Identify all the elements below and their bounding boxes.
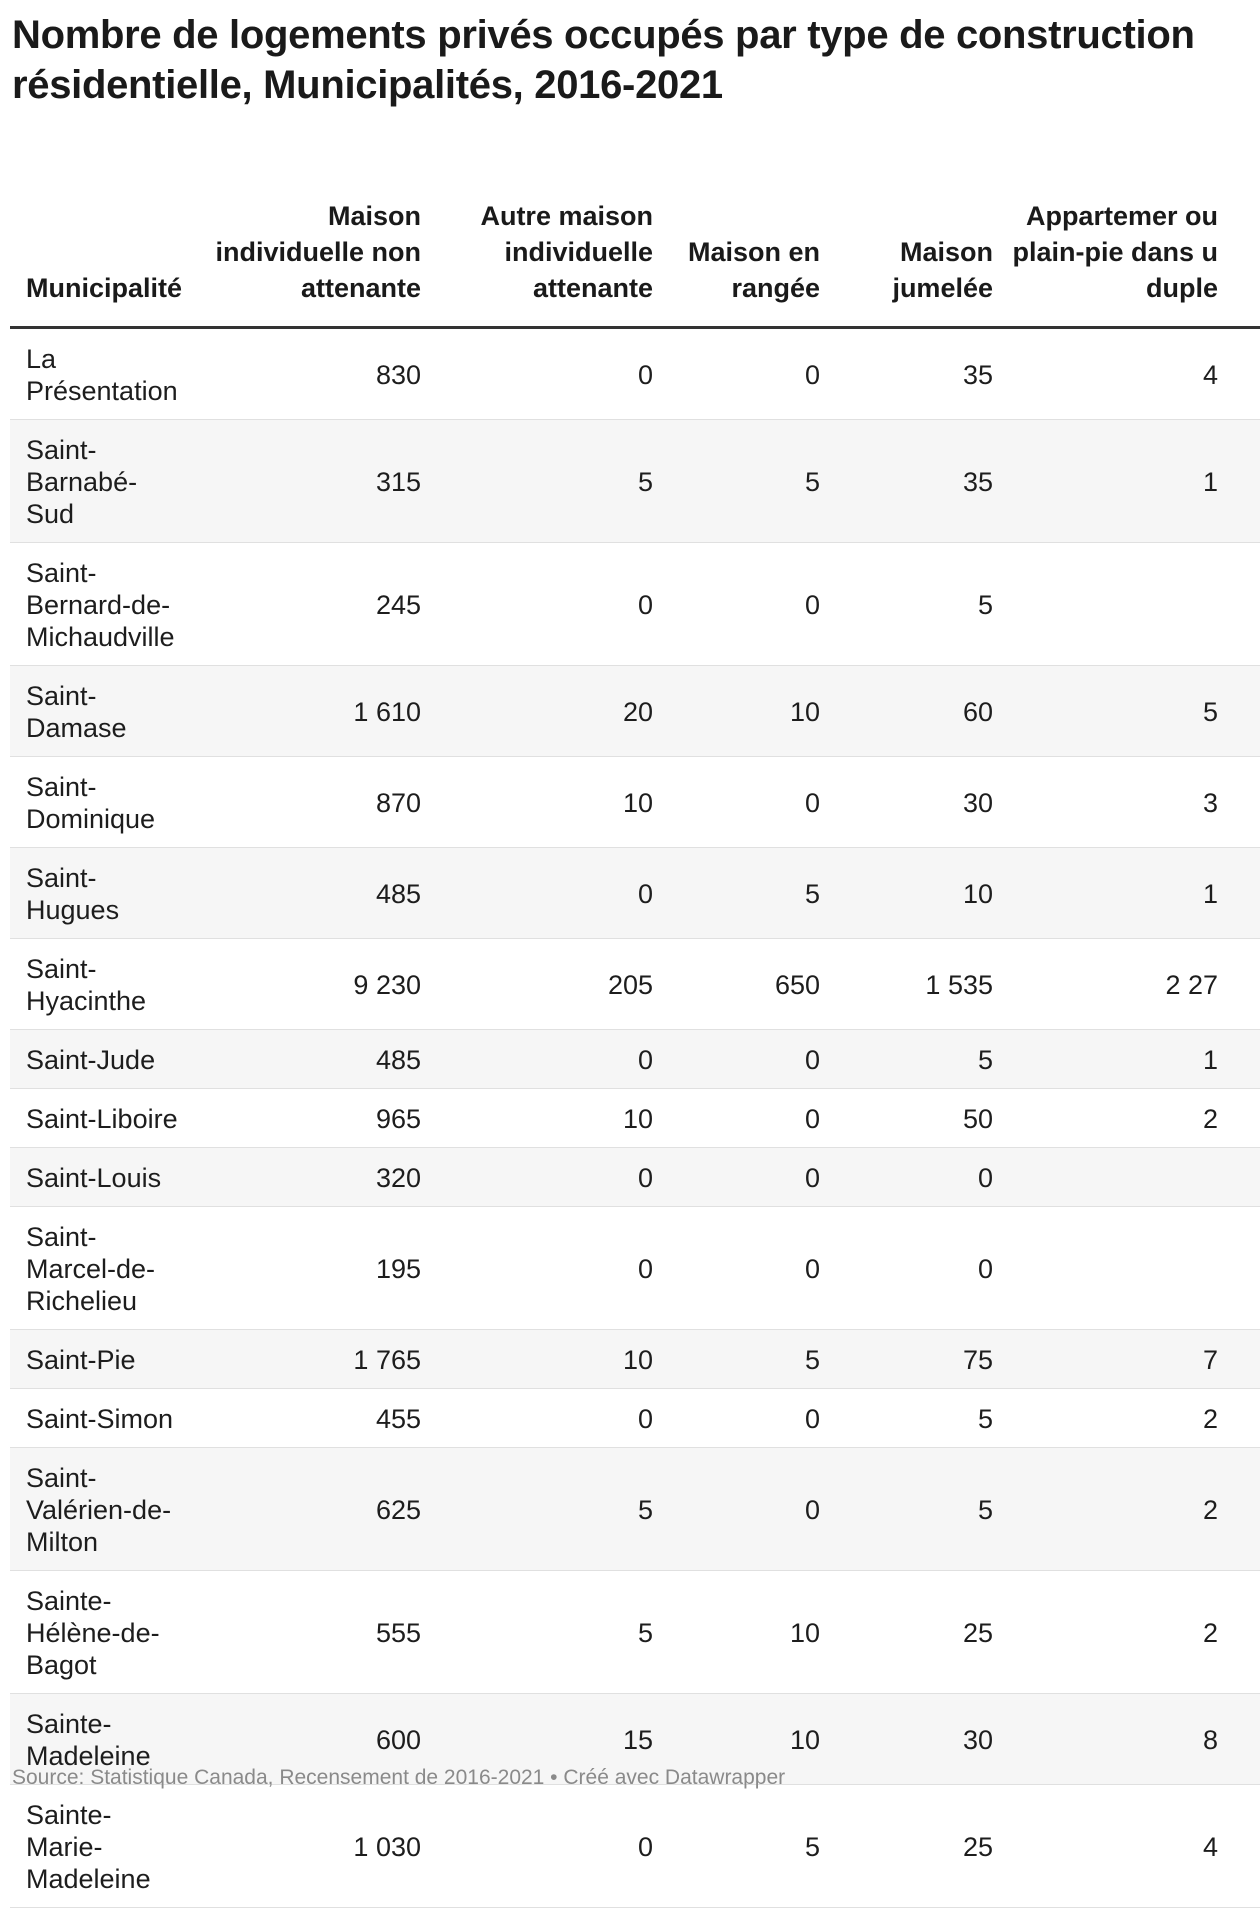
cell-value: 5 (653, 1785, 820, 1908)
column-header-maison-jumelee[interactable]: Maison jumelée (820, 198, 993, 328)
cell-value: 870 (190, 757, 430, 848)
cell-value: 965 (190, 1089, 430, 1148)
cell-value: 5 (653, 848, 820, 939)
column-header-autre-maison-individuelle-attenante[interactable]: Autre maison individuelle attenante (430, 198, 653, 328)
cell-municipalite: La Présentation (10, 328, 190, 420)
cell-value: 1 610 (190, 666, 430, 757)
cell-municipalite: Saint-Louis (10, 1148, 190, 1207)
table-row (10, 543, 1260, 666)
cell-municipalite: Saint-Jude (10, 1030, 190, 1089)
cell-value: 0 (820, 1148, 993, 1207)
cell-value: 0 (653, 1448, 820, 1571)
cell-value: 0 (430, 848, 653, 939)
cell-value: 10 (430, 1330, 653, 1389)
cell-value: 0 (653, 1030, 820, 1089)
cell-value: 10 (653, 1571, 820, 1694)
cell-value: 245 (190, 543, 430, 666)
cell-value: 0 (430, 1030, 653, 1089)
cell-value: 2 (993, 1389, 1260, 1448)
cell-value: 4 (993, 328, 1260, 420)
table-row (10, 939, 1260, 1030)
cell-value: 315 (190, 420, 430, 543)
table-row (10, 1330, 1260, 1389)
cell-value: 2 (993, 1571, 1260, 1694)
table-row (10, 1389, 1260, 1448)
cell-value: 0 (820, 1207, 993, 1330)
table-row (10, 1448, 1260, 1571)
table-row (10, 1148, 1260, 1207)
cell-municipalite: Saint-Marcel-de-Richelieu (10, 1207, 190, 1330)
cell-value: 0 (653, 757, 820, 848)
cell-value: 10 (430, 757, 653, 848)
cell-municipalite: Saint-Bernard-de-Michaudville (10, 543, 190, 666)
cell-value: 0 (430, 1148, 653, 1207)
cell-value: 600 (190, 1694, 430, 1785)
cell-municipalite: Saint-Barnabé-Sud (10, 420, 190, 543)
cell-value (993, 1207, 1260, 1330)
cell-value: 2 (993, 1448, 1260, 1571)
cell-municipalite: Sainte-Marie-Madeleine (10, 1785, 190, 1908)
cell-value: 205 (430, 939, 653, 1030)
cell-value: 5 (430, 420, 653, 543)
table-row (10, 1207, 1260, 1330)
cell-value: 485 (190, 848, 430, 939)
column-header-municipalite[interactable]: Municipalité (10, 198, 190, 328)
column-header-appartement-duplex[interactable]: Appartemer ou plain-pie dans u duple (993, 198, 1260, 328)
cell-value: 0 (430, 1207, 653, 1330)
chart-title: Nombre de logements privés occupés par type de construction résidentielle, Municipalités, 2016-2021 (12, 13, 1195, 107)
cell-value: 1 (993, 420, 1260, 543)
cell-value: 3 (993, 757, 1260, 848)
cell-value: 15 (430, 1694, 653, 1785)
cell-value: 0 (430, 1389, 653, 1448)
cell-municipalite: Saint-Dominique (10, 757, 190, 848)
cell-value: 10 (430, 1089, 653, 1148)
cell-value: 0 (653, 1207, 820, 1330)
cell-municipalite: Sainte-Madeleine (10, 1694, 190, 1785)
cell-value: 0 (430, 328, 653, 420)
cell-value: 1 (993, 1030, 1260, 1089)
cell-value: 1 535 (820, 939, 993, 1030)
cell-value: 0 (430, 543, 653, 666)
source-note: Source: Statistique Canada, Recensement de 2016-2021 • Créé avec Datawrapper (12, 1766, 786, 1789)
table-row (10, 848, 1260, 939)
cell-value: 625 (190, 1448, 430, 1571)
cell-value: 5 (820, 1448, 993, 1571)
cell-value: 9 230 (190, 939, 430, 1030)
cell-value: 10 (653, 1694, 820, 1785)
cell-value: 1 765 (190, 1330, 430, 1389)
cell-value: 8 (993, 1694, 1260, 1785)
cell-value: 4 (993, 1785, 1260, 1908)
cell-value: 5 (820, 543, 993, 666)
cell-value: 650 (653, 939, 820, 1030)
cell-municipalite: Saint-Liboire (10, 1089, 190, 1148)
cell-value: 195 (190, 1207, 430, 1330)
cell-value (993, 543, 1260, 666)
cell-value: 35 (820, 328, 993, 420)
table-row (10, 1030, 1260, 1089)
cell-value: 35 (820, 420, 993, 543)
cell-value: 30 (820, 757, 993, 848)
cell-value (993, 1148, 1260, 1207)
table-header (10, 198, 1260, 328)
cell-value: 555 (190, 1571, 430, 1694)
cell-value: 0 (430, 1785, 653, 1908)
table-body (10, 328, 1260, 1908)
table-row (10, 757, 1260, 848)
cell-value: 455 (190, 1389, 430, 1448)
cell-value: 50 (820, 1089, 993, 1148)
cell-value: 30 (820, 1694, 993, 1785)
cell-value: 0 (653, 1089, 820, 1148)
cell-value: 20 (430, 666, 653, 757)
cell-value: 0 (653, 543, 820, 666)
table-row (10, 328, 1260, 420)
cell-value: 5 (430, 1571, 653, 1694)
data-table (10, 198, 1260, 1908)
cell-value: 5 (820, 1030, 993, 1089)
cell-value: 830 (190, 328, 430, 420)
cell-municipalite: Saint-Simon (10, 1389, 190, 1448)
cell-value: 0 (653, 1389, 820, 1448)
cell-value: 5 (430, 1448, 653, 1571)
cell-value: 1 (993, 848, 1260, 939)
table-row (10, 666, 1260, 757)
table-row (10, 420, 1260, 543)
cell-value: 10 (653, 666, 820, 757)
cell-value: 5 (653, 420, 820, 543)
cell-value: 1 030 (190, 1785, 430, 1908)
column-header-maison-individuelle-non-attenante[interactable]: Maison individuelle non attenante (190, 198, 430, 328)
table-row (10, 1571, 1260, 1694)
cell-value: 5 (820, 1389, 993, 1448)
cell-municipalite: Saint-Hugues (10, 848, 190, 939)
cell-municipalite: Sainte-Hélène-de-Bagot (10, 1571, 190, 1694)
cell-value: 5 (653, 1330, 820, 1389)
cell-value: 5 (993, 666, 1260, 757)
column-header-maison-en-rangee[interactable]: Maison en rangée (653, 198, 820, 328)
cell-value: 320 (190, 1148, 430, 1207)
cell-municipalite: Saint-Hyacinthe (10, 939, 190, 1030)
table-row (10, 1089, 1260, 1148)
cell-value: 0 (653, 328, 820, 420)
cell-municipalite: Saint-Damase (10, 666, 190, 757)
cell-value: 2 (993, 1089, 1260, 1148)
cell-value: 485 (190, 1030, 430, 1089)
data-table-wrapper (10, 198, 1218, 1908)
cell-value: 7 (993, 1330, 1260, 1389)
cell-value: 60 (820, 666, 993, 757)
cell-value: 0 (653, 1148, 820, 1207)
cell-municipalite: Saint-Pie (10, 1330, 190, 1389)
table-row (10, 1785, 1260, 1908)
cell-value: 2 27 (993, 939, 1260, 1030)
cell-municipalite: Saint-Valérien-de-Milton (10, 1448, 190, 1571)
cell-value: 25 (820, 1785, 993, 1908)
cell-value: 10 (820, 848, 993, 939)
cell-value: 75 (820, 1330, 993, 1389)
cell-value: 25 (820, 1571, 993, 1694)
